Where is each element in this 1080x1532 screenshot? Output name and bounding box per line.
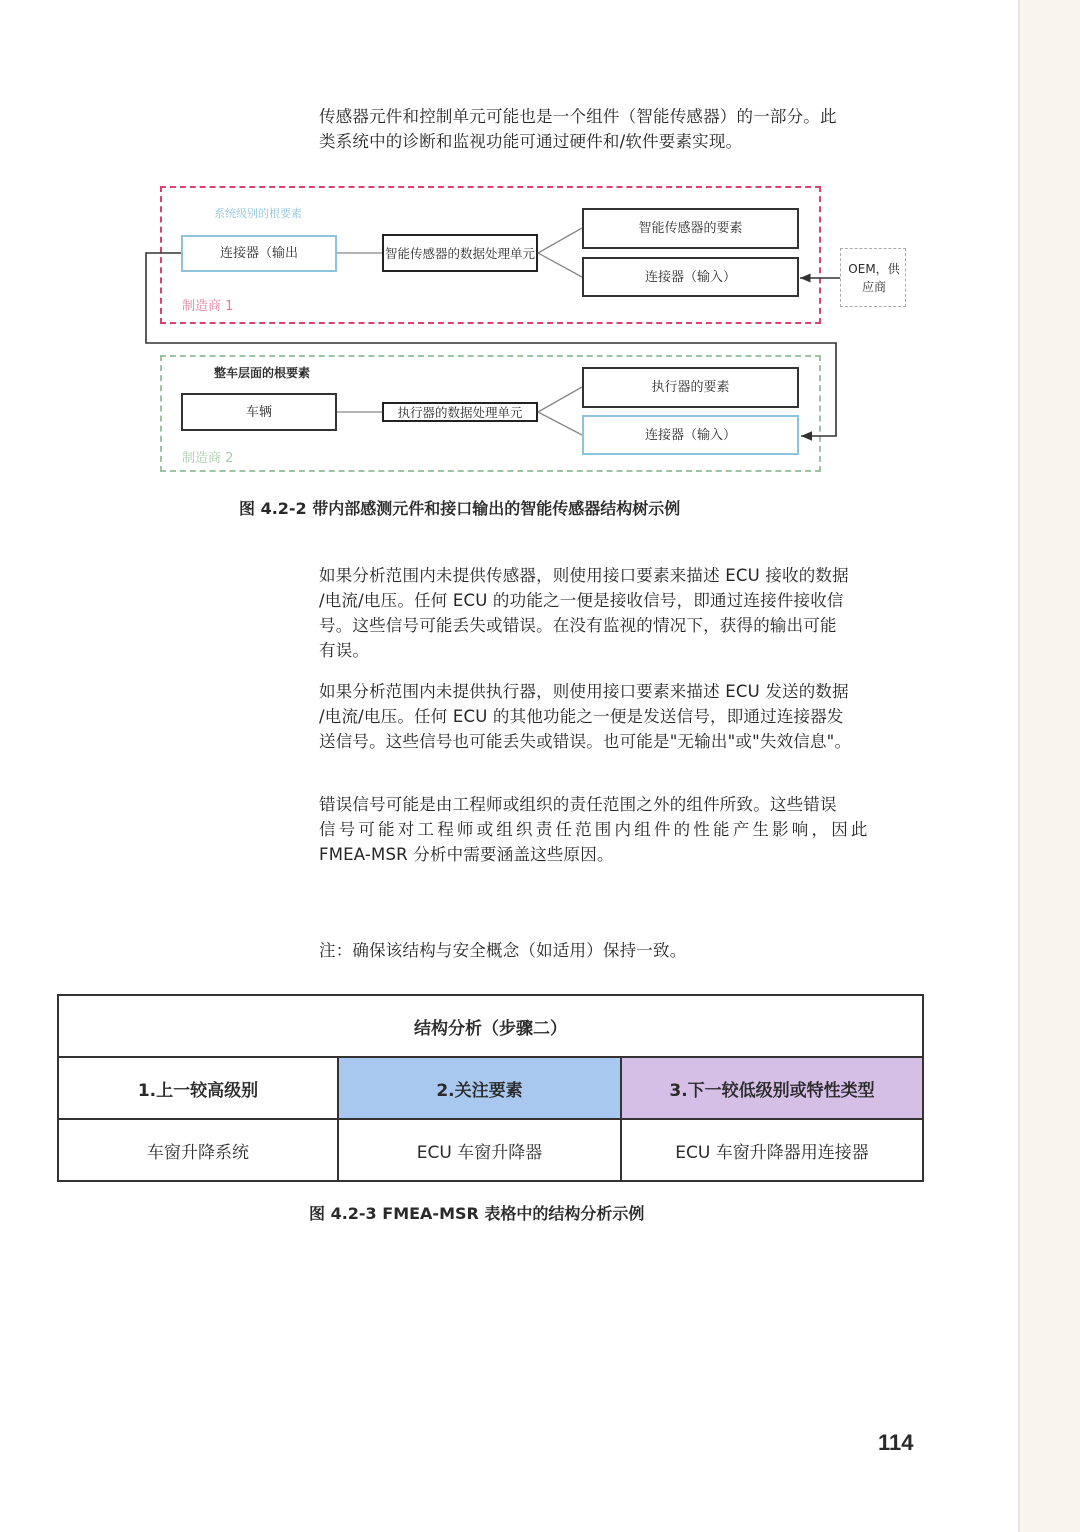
actuator-processing-label: 执行器的数据处理单元 [397, 404, 523, 420]
page-number: 114 [878, 1430, 914, 1455]
figure-caption-4-2-2: 图 4.2-2 带内部感测元件和接口输出的智能传感器结构树示例 [239, 499, 681, 518]
paragraph-sensor [319, 563, 909, 663]
paragraph-line: 错误信号可能是由工程师或组织的责任范围之外的组件所致。这些错误 [319, 795, 837, 814]
cell-focus-element: ECU 车窗升降器 [338, 1119, 621, 1181]
manufacturer-2-label: 制造商 2 [182, 451, 234, 466]
header-lower-level: 3.下一较低级别或特性类型 [621, 1057, 923, 1119]
paragraph-line: /电流/电压。任何 ECU 的功能之一便是接收信号，即通过连接件接收信 [319, 591, 844, 610]
intro-line-2: 类系统中的诊断和监视功能可通过硬件和/软件要素实现。 [319, 132, 743, 151]
paragraph-actuator [319, 679, 909, 754]
cell-lower-level: ECU 车窗升降器用连接器 [621, 1119, 923, 1181]
note: 注：确保该结构与安全概念（如适用）保持一致。 [319, 941, 687, 960]
paragraph-line: 如果分析范围内未提供执行器，则使用接口要素来描述 ECU 发送的数据 [319, 682, 849, 701]
manufacturer-1-label: 制造商 1 [182, 299, 234, 314]
oem-supplier-label: OEM，供应商 [848, 262, 900, 294]
paragraph-error-signal [319, 792, 909, 867]
cross-manufacturer-arrow [146, 253, 836, 436]
actuator-element-label: 执行器的要素 [651, 380, 730, 395]
figure-caption-4-2-3: 图 4.2-3 FMEA-MSR 表格中的结构分析示例 [309, 1204, 645, 1223]
paragraph-line: 号。这些信号可能丢失或错误。在没有监视的情况下，获得的输出可能 [319, 616, 837, 635]
intro-line-1: 传感器元件和控制单元可能也是一个组件（智能传感器）的一部分。此 [319, 107, 837, 126]
header-focus-element: 2.关注要素 [338, 1057, 621, 1119]
cell-higher-level: 车窗升降系统 [58, 1119, 338, 1181]
connector-output-label: 连接器（输出 [219, 246, 298, 261]
diagram-connectors [0, 0, 1080, 500]
structure-analysis-table [57, 994, 924, 1182]
paragraph-line: FMEA-MSR 分析中需要涵盖这些原因。 [319, 845, 614, 864]
connector-line [538, 412, 582, 435]
table-title: 结构分析（步骤二） [58, 995, 923, 1057]
connector-input-label-2: 连接器（输入） [644, 427, 736, 443]
connector-line [538, 253, 582, 277]
vehicle-root-label: 整车层面的根要素 [214, 366, 311, 380]
paragraph-line: 送信号。这些信号也可能丢失或错误。也可能是"无输出"或"失效信息"。 [319, 732, 852, 751]
paragraph-line: 信号可能对工程师或组织责任范围内组件的性能产生影响，因此 [319, 820, 871, 839]
connector-input-label-1: 连接器（输入） [644, 269, 736, 285]
connector-line [538, 228, 582, 253]
paragraph-line: /电流/电压。任何 ECU 的其他功能之一便是发送信号，即通过连接器发 [319, 707, 844, 726]
header-higher-level: 1.上一较高级别 [58, 1057, 338, 1119]
paragraph-line: 有误。 [319, 641, 370, 660]
vehicle-label: 车辆 [245, 404, 272, 420]
table-row [58, 1119, 923, 1181]
smart-sensor-element-label: 智能传感器的要素 [638, 221, 743, 236]
smart-sensor-processing-label: 智能传感器的数据处理单元 [384, 245, 535, 261]
system-root-label: 系统级别的根要素 [214, 207, 302, 220]
paragraph-line: 如果分析范围内未提供传感器，则使用接口要素来描述 ECU 接收的数据 [319, 566, 849, 585]
connector-line [538, 387, 582, 412]
